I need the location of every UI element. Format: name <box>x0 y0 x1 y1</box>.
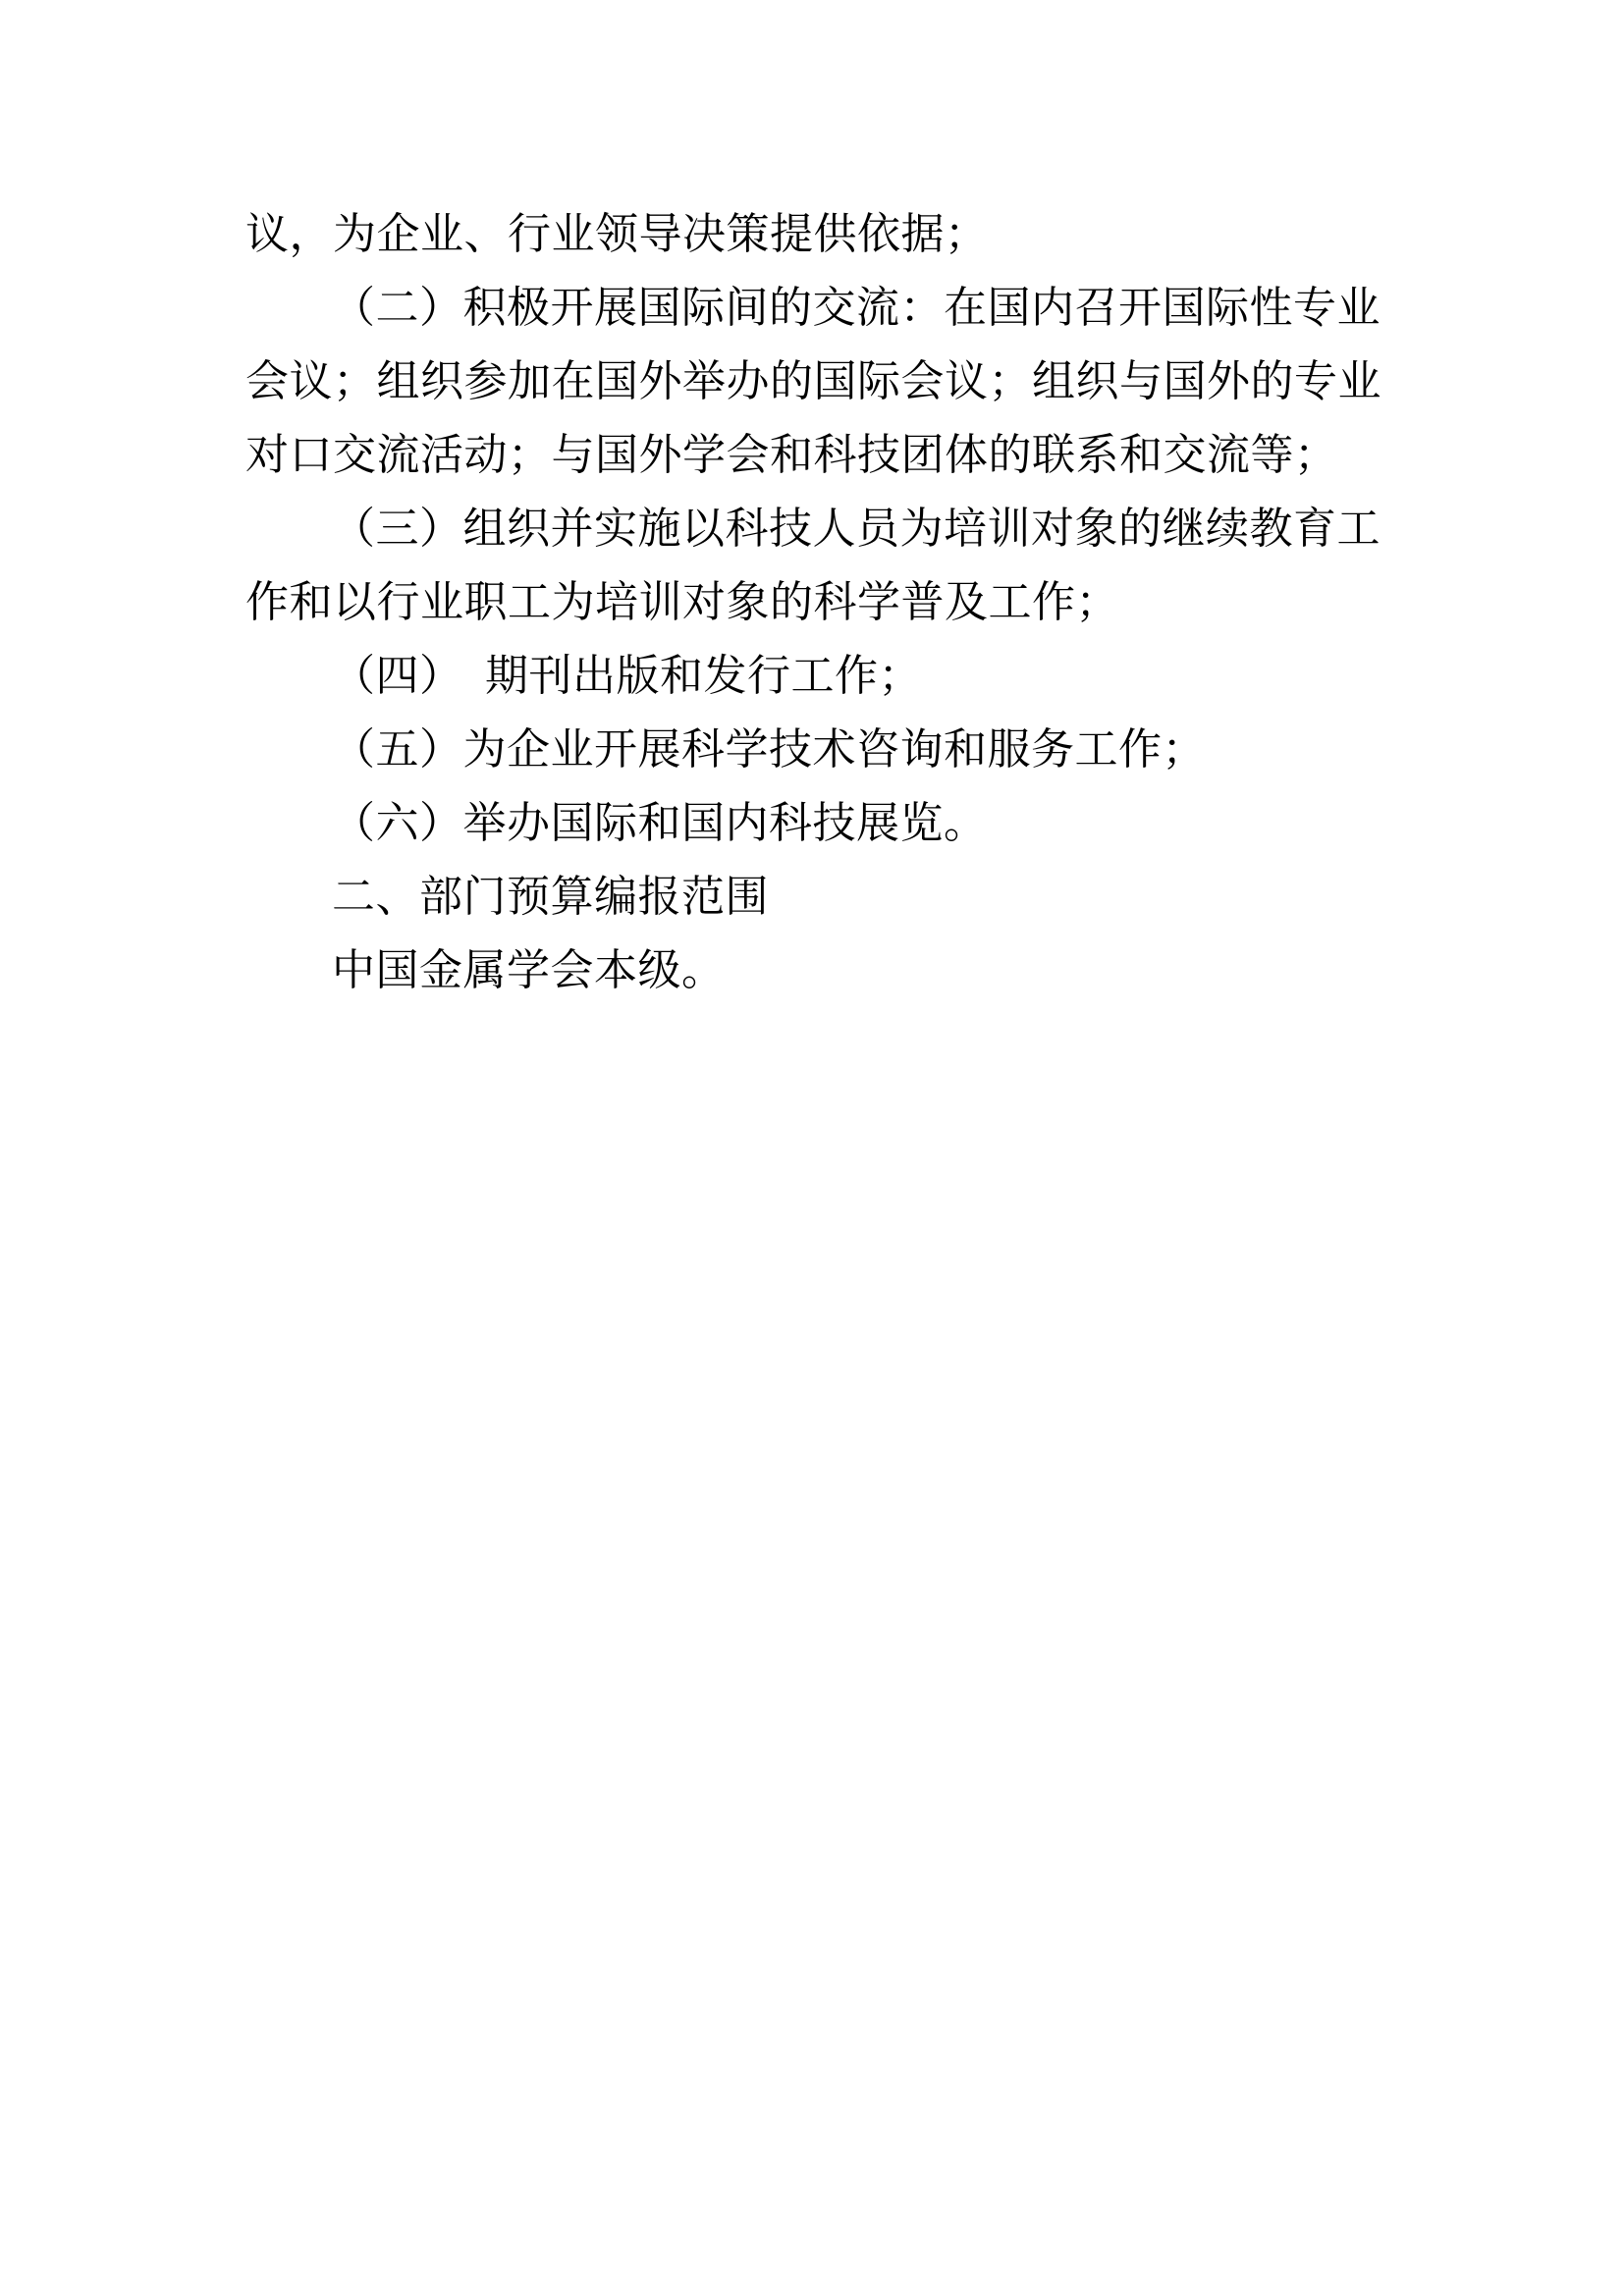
text-line-item-2-start: （二）积极开展国际间的交流：在国内召开国际性专业 <box>332 284 1380 332</box>
text-line-continuation: 议，为企业、行业领导决策提供依据； <box>245 210 989 258</box>
text-line-item-3-start: （三）组织并实施以科技人员为培训对象的继续教育工 <box>332 505 1380 553</box>
text-line-item-6: （六）举办国际和国内科技展览。 <box>332 799 988 847</box>
text-line-section-body: 中国金属学会本级。 <box>332 946 726 994</box>
text-line-item-2-cont-1: 会议；组织参加在国外举办的国际会议；组织与国外的专业 <box>245 357 1381 405</box>
text-line-item-2-cont-2: 对口交流活动；与国外学会和科技团体的联系和交流等； <box>245 431 1338 479</box>
document-text-block <box>245 197 1388 1007</box>
text-line-item-4: （四） 期刊出版和发行工作； <box>332 652 922 700</box>
text-line-item-5: （五）为企业开展科学技术咨询和服务工作； <box>332 725 1206 774</box>
text-line-item-3-cont: 作和以行业职工为培训对象的科学普及工作； <box>245 578 1119 626</box>
text-line-section-heading: 二、部门预算编报范围 <box>332 873 769 921</box>
